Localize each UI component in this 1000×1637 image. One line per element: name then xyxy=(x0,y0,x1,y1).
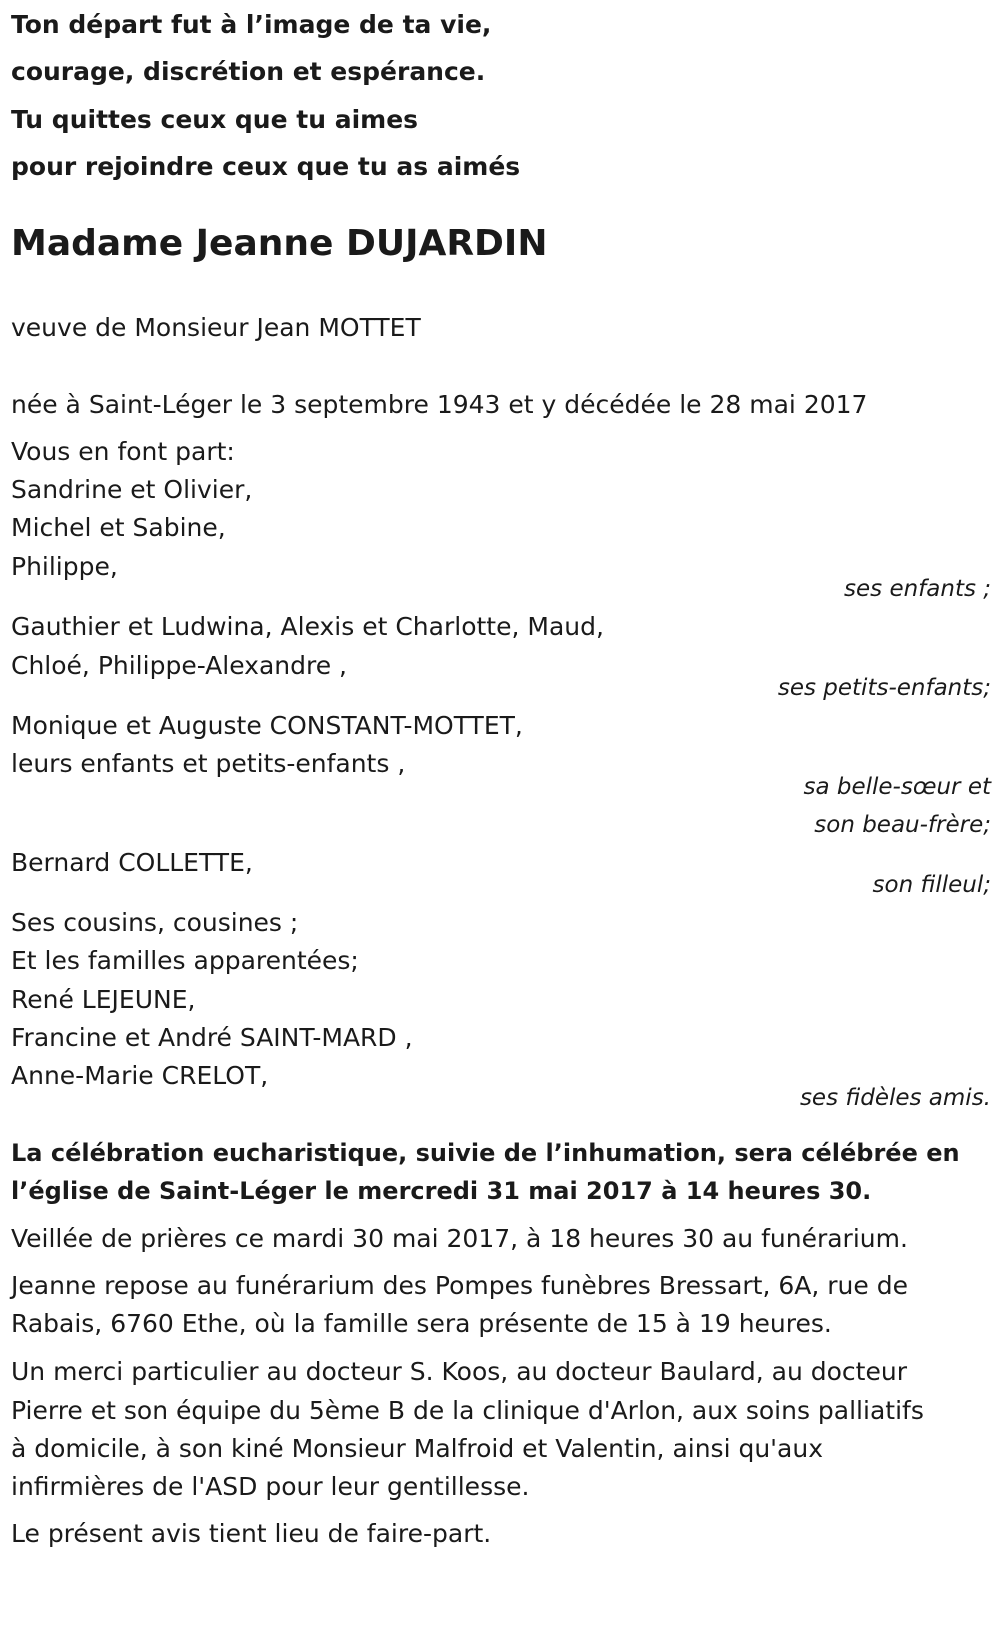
in-laws-relation: sa belle-sœur et xyxy=(803,774,991,800)
announce-line: Vous en font part: xyxy=(11,437,235,466)
children-line: Philippe, xyxy=(11,552,118,581)
friends-line: Anne-Marie CRELOT, xyxy=(11,1061,269,1090)
friends-line: René LEJEUNE, xyxy=(11,985,196,1014)
friends-line: Et les familles apparentées; xyxy=(11,946,359,975)
godson-relation: son filleul; xyxy=(872,872,991,898)
thanks-line: infirmières de l'ASD pour leur gentillesse. xyxy=(11,1472,530,1501)
friends-line: Francine et André SAINT-MARD , xyxy=(11,1023,413,1052)
in-laws-line: Monique et Auguste CONSTANT-MOTTET, xyxy=(11,711,523,740)
dates-line: née à Saint-Léger le 3 septembre 1943 et y décédée le 28 mai 2017 xyxy=(11,390,868,419)
closing-line: Le présent avis tient lieu de faire-part. xyxy=(11,1519,492,1548)
poem-line: Tu quittes ceux que tu aimes xyxy=(11,105,419,134)
children-line: Michel et Sabine, xyxy=(11,513,226,542)
in-laws-relation: son beau-frère; xyxy=(814,812,991,838)
grandchildren-line: Chloé, Philippe-Alexandre , xyxy=(11,651,347,680)
poem-line: pour rejoindre ceux que tu as aimés xyxy=(11,152,521,181)
in-laws-line: leurs enfants et petits-enfants , xyxy=(11,749,406,778)
grandchildren-relation: ses petits-enfants; xyxy=(777,675,991,701)
grandchildren-line: Gauthier et Ludwina, Alexis et Charlotte, Maud, xyxy=(11,612,604,641)
poem-line: Ton départ fut à l’image de ta vie, xyxy=(11,10,492,39)
vigil-line: Veillée de prières ce mardi 30 mai 2017, à 18 heures 30 au funérarium. xyxy=(11,1224,908,1253)
children-line: Sandrine et Olivier, xyxy=(11,475,253,504)
repose-line: Rabais, 6760 Ethe, où la famille sera présente de 15 à 19 heures. xyxy=(11,1309,832,1338)
friends-relation: ses fidèles amis. xyxy=(799,1085,991,1111)
children-relation: ses enfants ; xyxy=(844,576,991,602)
repose-line: Jeanne repose au funérarium des Pompes funèbres Bressart, 6A, rue de xyxy=(11,1271,908,1300)
deceased-name: Madame Jeanne DUJARDIN xyxy=(11,223,548,264)
thanks-line: Un merci particulier au docteur S. Koos, au docteur Baulard, au docteur xyxy=(11,1357,907,1386)
ceremony-line: l’église de Saint-Léger le mercredi 31 mai 2017 à 14 heures 30. xyxy=(11,1177,872,1205)
ceremony-line: La célébration eucharistique, suivie de l’inhumation, sera célébrée en xyxy=(11,1139,960,1167)
friends-line: Ses cousins, cousines ; xyxy=(11,908,299,937)
spouse-line: veuve de Monsieur Jean MOTTET xyxy=(11,313,421,342)
godson-line: Bernard COLLETTE, xyxy=(11,848,253,877)
thanks-line: Pierre et son équipe du 5ème B de la clinique d'Arlon, aux soins palliatifs xyxy=(11,1396,924,1425)
poem-line: courage, discrétion et espérance. xyxy=(11,57,486,86)
thanks-line: à domicile, à son kiné Monsieur Malfroid et Valentin, ainsi qu'aux xyxy=(11,1434,824,1463)
